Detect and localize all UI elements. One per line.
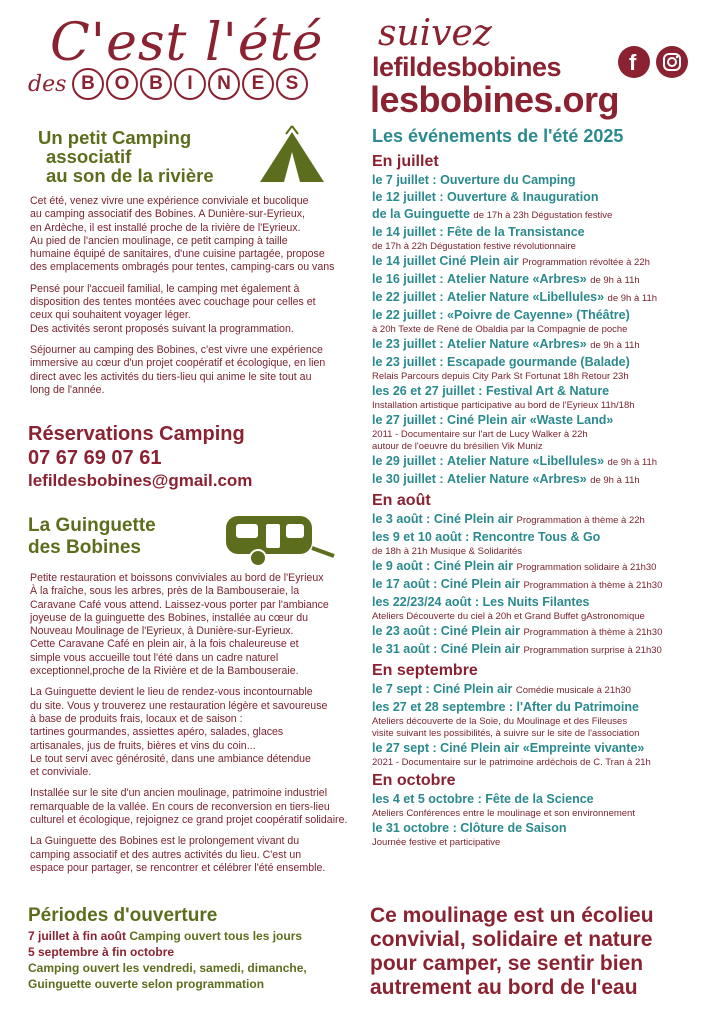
- reservations-block: [28, 422, 252, 492]
- event-item: [372, 529, 712, 546]
- periodes-title: Périodes d'ouverture: [28, 905, 218, 926]
- event-date: le 30 juillet :: [372, 472, 444, 486]
- event-detail: [372, 546, 712, 558]
- event-item: [372, 172, 712, 189]
- event-item: [372, 511, 712, 529]
- event-detail: [372, 441, 712, 453]
- event-item: [372, 189, 712, 206]
- event-detail-text: de 17h à 22h Dégustation festive révolutionnaire: [372, 241, 576, 252]
- event-item: [372, 383, 712, 400]
- periodes-line1-rest: Camping ouvert tous les jours: [129, 929, 303, 943]
- paragraph: [30, 835, 365, 875]
- event-detail-text: Ateliers découverte de la Soie, du Moulinage et des Fileuses: [372, 716, 628, 727]
- text-line: tartines gourmandes, assiettes apéro, salades, glaces: [30, 726, 284, 739]
- event-title: Escapade gourmande (Balade): [447, 355, 630, 369]
- closing-line: pour camper, se sentir bien: [370, 952, 644, 975]
- event-title: «Poivre de Cayenne» (Théâtre): [447, 308, 630, 322]
- event-date: le 7 sept :: [372, 682, 430, 696]
- event-title: Fête de la Transistance: [447, 225, 585, 239]
- event-detail-text: Journée festive et participative: [372, 837, 501, 848]
- text-line: À la fraîche, sous les arbres, près de la Bambouseraie, la: [30, 585, 300, 598]
- logo-letter: E: [242, 68, 274, 100]
- text-line: La Guinguette des Bobines est le prolongement vivant du: [30, 835, 300, 848]
- guinguette-title-line: des Bobines: [28, 537, 141, 558]
- svg-text:f: f: [629, 50, 637, 75]
- month-heading: En octobre: [372, 772, 456, 789]
- event-item: [372, 354, 712, 371]
- text-line: Pensé pour l'accueil familial, le camping met également à: [30, 282, 300, 295]
- event-detail: [372, 728, 712, 740]
- logo-letter: B: [140, 68, 172, 100]
- text-line: Caravane Café vous attend. Laissez-vous porter par l'ambiance: [30, 598, 329, 611]
- event-detail-text: de 18h à 21h Musique & Solidarités: [372, 546, 522, 557]
- text-line: Cette Caravane Café en plein air, à la fois chaleureuse et: [30, 638, 299, 651]
- periodes-line1: [28, 928, 307, 944]
- event-item: [372, 594, 712, 611]
- event-item: [372, 471, 712, 489]
- event-detail-text: Programmation révoltée à 22h: [522, 257, 650, 268]
- event-title: Atelier Nature «Libellules»: [447, 454, 605, 468]
- event-title: Atelier Nature «Libellules»: [447, 290, 605, 304]
- event-item: [372, 271, 712, 289]
- text-line: Des activités seront proposés suivant la programmation.: [30, 322, 294, 335]
- event-date: le 23 juillet :: [372, 337, 444, 351]
- event-title: Clôture de Saison: [460, 821, 567, 835]
- text-line: Nouveau Moulinage de l'Eyrieux, à Dunière-sur-Eyrieux.: [30, 625, 294, 638]
- camping-title-line: au son de la rivière: [46, 165, 214, 186]
- event-detail-text: visite suivant les possibilités, à suivre sur le site de l'association: [372, 728, 640, 739]
- event-title: Ciné Plein air: [439, 254, 519, 268]
- event-title: Ciné Plein air: [440, 577, 520, 591]
- logo-letters: [72, 68, 310, 100]
- text-line: camping associatif et des autres activités du lieu. C'est un: [30, 848, 302, 861]
- event-date: le 27 juillet :: [372, 413, 444, 427]
- tent-icon: [256, 124, 328, 191]
- event-item: [372, 307, 712, 324]
- event-title: Ciné Plein air: [440, 642, 520, 656]
- month-heading: En août: [372, 492, 431, 509]
- text-line: ceux qui souhaitent voyager léger.: [30, 309, 191, 322]
- event-date: le 17 août :: [372, 577, 438, 591]
- event-detail: [372, 808, 712, 820]
- event-title: Ciné Plein air «Empreinte vivante»: [440, 741, 645, 755]
- paragraph: [30, 283, 360, 336]
- event-detail-text: de 9h à 11h: [590, 275, 640, 286]
- text-line: Cet été, venez vivre une expérience conviviale et bucolique: [30, 195, 309, 207]
- periodes-block: [28, 904, 307, 992]
- event-detail-text: Comédie musicale à 21h30: [515, 685, 631, 696]
- camping-title: [38, 128, 214, 185]
- event-item: [372, 206, 712, 224]
- event-detail-text: autour de l'oeuvre du brésilien Vik Muniz: [372, 441, 543, 452]
- event-date: le 31 octobre :: [372, 821, 457, 835]
- paragraph: [30, 344, 360, 397]
- instagram-icon[interactable]: [656, 46, 688, 78]
- event-detail-text: Relais Parcours depuis City Park St Fortunat 18h Retour 23h: [372, 371, 629, 382]
- event-detail: [372, 400, 712, 412]
- event-detail-text: de 9h à 11h: [607, 457, 658, 468]
- event-detail-text: Programmation surprise à 21h30: [523, 645, 662, 656]
- event-item: [372, 740, 712, 757]
- event-date: le 22 juillet :: [372, 290, 444, 304]
- event-detail-text: 2021 - Documentaire sur le patrimoine ardéchois de C. Tran à 21h: [372, 757, 651, 768]
- event-date: les 26 et 27 juillet :: [372, 384, 483, 398]
- event-date: le 9 août :: [372, 559, 431, 573]
- text-line: Le tout servi avec générosité, dans une ambiance détendue: [30, 752, 311, 765]
- event-title: Ouverture & Inauguration: [447, 190, 599, 204]
- event-detail: [372, 324, 712, 336]
- logo-des: des: [28, 72, 67, 97]
- event-date: le 31 août :: [372, 642, 438, 656]
- event-title: Atelier Nature «Arbres»: [447, 272, 587, 286]
- event-date: le 27 sept :: [372, 741, 437, 755]
- reservations-phone[interactable]: 07 67 69 07 61: [28, 447, 162, 469]
- event-date: les 27 et 28 septembre :: [372, 700, 514, 714]
- facebook-icon[interactable]: [618, 46, 650, 78]
- event-detail-text: de 9h à 11h: [590, 340, 640, 351]
- event-detail: [372, 716, 712, 728]
- event-detail-text: 2011 - Documentaire sur l'art de Lucy Walker à 22h: [372, 429, 588, 440]
- event-item: [372, 558, 712, 576]
- event-title: Les Nuits Filantes: [482, 595, 590, 609]
- event-detail: [372, 241, 712, 253]
- text-line: au camping associatif des Bobines. A Dunière-sur-Eyrieux,: [30, 208, 305, 221]
- camping-title-line: Un petit Camping: [38, 127, 192, 148]
- text-line: long de l'année.: [30, 383, 105, 396]
- event-item: [372, 412, 712, 429]
- event-item: [372, 289, 712, 307]
- logo-letter: B: [72, 68, 104, 100]
- event-date: les 4 et 5 octobre :: [372, 792, 482, 806]
- social-handle[interactable]: lefildesbobines: [372, 52, 562, 82]
- event-title: Fête de la Science: [485, 792, 594, 806]
- event-date: le 7 juillet :: [372, 173, 437, 187]
- periodes-line1-date: 7 juillet à fin août: [28, 929, 127, 943]
- event-detail-text: Ateliers Découverte du ciel à 20h et Grand Buffet gAstronomique: [372, 611, 645, 622]
- periodes-line3: Camping ouvert les vendredi, samedi, dimanche,: [28, 961, 307, 975]
- event-item: [372, 224, 712, 241]
- guinguette-title: [28, 515, 156, 559]
- event-date: le 29 juillet :: [372, 454, 444, 468]
- guinguette-description: [30, 572, 365, 883]
- guinguette-title-line: La Guinguette: [28, 515, 156, 536]
- event-title: l'After du Patrimoine: [516, 700, 639, 714]
- event-title: de la Guinguette: [372, 207, 470, 221]
- closing-line: autrement au bord de l'eau: [370, 976, 638, 999]
- event-detail-text: Programmation à thème à 22h: [516, 515, 645, 526]
- periodes-line4: Guinguette ouverte selon programmation: [28, 977, 265, 991]
- text-line: direct avec les activités du tiers-lieu qui anime le site tout au: [30, 370, 312, 383]
- event-item: [372, 336, 712, 354]
- event-detail-text: Programmation à thème à 21h30: [523, 627, 663, 638]
- event-detail: [372, 371, 712, 383]
- event-title: Ciné Plein air: [433, 682, 513, 696]
- event-detail-text: Programmation à thème à 21h30: [523, 580, 663, 591]
- paragraph: [30, 686, 365, 779]
- event-detail-text: de 17h à 23h Dégustation festive: [473, 210, 613, 221]
- event-detail-text: de 9h à 11h: [607, 293, 658, 304]
- event-detail-text: Ateliers Conférences entre le moulinage et son environnement: [372, 808, 635, 819]
- camping-description: [30, 195, 360, 405]
- text-line: disposition des tentes montées avec couchage pour celles et: [30, 296, 316, 309]
- events-list: [372, 150, 712, 849]
- reservations-email[interactable]: lefildesbobines@gmail.com: [28, 471, 253, 490]
- text-line: en Ardèche, il est installé proche de la rivière de l'Eyrieux.: [30, 221, 301, 234]
- suivez-text: suivez: [378, 13, 492, 54]
- periodes-line2: 5 septembre à fin octobre: [28, 945, 175, 959]
- event-date: le 23 août :: [372, 624, 438, 638]
- event-date: le 23 juillet :: [372, 355, 444, 369]
- text-line: simple vous accueille tout l'été dans un cadre naturel: [30, 651, 279, 664]
- logo-letter: I: [174, 68, 206, 100]
- text-line: Petite restauration et boissons conviviales au bord de l'Eyrieux: [30, 572, 324, 584]
- website-link[interactable]: lesbobines.org: [370, 79, 620, 120]
- event-title: Ciné Plein air: [433, 559, 514, 573]
- event-date: le 3 août :: [372, 512, 431, 526]
- event-item: [372, 791, 712, 808]
- event-title: Rencontre Tous & Go: [472, 530, 601, 544]
- event-date: le 14 juillet: [372, 254, 436, 268]
- event-detail-text: Installation artistique participative au bord de l'Eyrieux 11h/18h: [372, 400, 635, 411]
- text-line: remarquable de la vallée. En cours de reconversion en tiers-lieu: [30, 800, 330, 813]
- text-line: espace pour partager, se rencontrer et célébrer l'été ensemble.: [30, 861, 326, 874]
- event-date: le 16 juillet :: [372, 272, 444, 286]
- reservations-title: Réservations Camping: [28, 423, 245, 445]
- event-title: Ciné Plein air «Waste Land»: [447, 413, 614, 427]
- text-line: Séjourner au camping des Bobines, c'est vivre une expérience: [30, 343, 323, 356]
- event-item: [372, 253, 712, 271]
- paragraph: [30, 572, 365, 678]
- logo-letter: N: [208, 68, 240, 100]
- event-date: les 22/23/24 août :: [372, 595, 480, 609]
- event-detail-text: Programmation solidaire à 21h30: [516, 562, 657, 573]
- event-item: [372, 641, 712, 659]
- event-date: les 9 et 10 août :: [372, 530, 470, 544]
- month-heading: En juillet: [372, 153, 439, 170]
- event-date: le 14 juillet :: [372, 225, 444, 239]
- event-detail-text: de 9h à 11h: [590, 475, 640, 486]
- closing-line: Ce moulinage est un écolieu: [370, 904, 654, 927]
- event-item: [372, 623, 712, 641]
- month-heading: En septembre: [372, 662, 478, 679]
- text-line: Installée sur le site d'un ancien moulinage, patrimoine industriel: [30, 787, 328, 800]
- text-line: culturel et écologique, rejoignez ce grand projet coopératif solidaire.: [30, 814, 348, 827]
- text-line: et conviviale.: [30, 766, 92, 779]
- closing-statement: [370, 904, 654, 1000]
- event-title: Atelier Nature «Arbres»: [447, 337, 587, 351]
- text-line: Au pied de l'ancien moulinage, ce petit camping à taille: [30, 234, 288, 247]
- event-item: [372, 576, 712, 594]
- text-line: joyeuse de la guinguette des Bobines, installée au cœur du: [30, 611, 308, 624]
- camping-title-line: associatif: [46, 146, 132, 167]
- event-detail: [372, 611, 712, 623]
- logo-script: C'est l'été: [50, 13, 324, 73]
- event-title: Ouverture du Camping: [440, 173, 576, 187]
- text-line: du site. Vous y trouverez une restauration légère et savoureuse: [30, 699, 328, 712]
- paragraph: [30, 195, 360, 275]
- text-line: humaine équipé de sanitaires, d'une cuisine partagée, propose: [30, 248, 325, 261]
- events-title: Les événements de l'été 2025: [372, 126, 624, 146]
- closing-line: convivial, solidaire et nature: [370, 928, 653, 951]
- logo-letter: S: [276, 68, 308, 100]
- logo: [28, 14, 348, 114]
- event-title: Ciné Plein air: [433, 512, 514, 526]
- event-item: [372, 820, 712, 837]
- text-line: immersive au cœur d'un projet coopératif et écologique, en lien: [30, 357, 326, 370]
- event-title: Ciné Plein air: [440, 624, 520, 638]
- text-line: La Guinguette devient le lieu de rendez-vous incontournable: [30, 686, 313, 699]
- text-line: à base de produits frais, locaux et de saison :: [30, 712, 243, 725]
- event-item: [372, 453, 712, 471]
- caravan-icon: [222, 512, 342, 573]
- text-line: des emplacements ombragés pour tentes, camping-cars ou vans: [30, 261, 335, 274]
- event-date: le 22 juillet :: [372, 308, 444, 322]
- event-title: Atelier Nature «Arbres»: [447, 472, 587, 486]
- logo-letter: O: [106, 68, 138, 100]
- event-date: le 12 juillet :: [372, 190, 444, 204]
- event-detail-text: à 20h Texte de René de Obaldia par la Compagnie de poche: [372, 324, 628, 335]
- text-line: artisanales, jus de fruits, bières et vins du coin...: [30, 739, 256, 752]
- event-title: Festival Art & Nature: [485, 384, 610, 398]
- event-item: [372, 699, 712, 716]
- paragraph: [30, 787, 365, 827]
- event-item: [372, 681, 712, 699]
- text-line: exceptionnel,proche de la Rivière et de la Bambouseraie.: [30, 665, 299, 678]
- event-detail: [372, 837, 712, 849]
- event-detail: [372, 757, 712, 769]
- event-detail: [372, 429, 712, 441]
